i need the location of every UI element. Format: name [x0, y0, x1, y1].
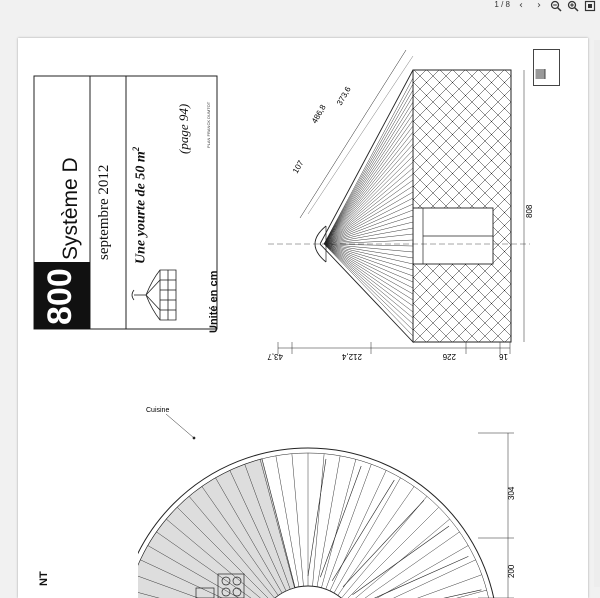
plan-heading-fragment: NT [38, 571, 50, 586]
article-subject-sup: 2 [131, 147, 141, 152]
zoom-in-icon[interactable] [566, 0, 580, 13]
page-reference: (page 94) [176, 104, 192, 154]
chevron-right-icon[interactable]: › [532, 0, 546, 13]
issue-date: septembre 2012 [96, 165, 113, 260]
page-indicator: 1 / 8 [494, 0, 510, 11]
issue-number: 800 [41, 268, 80, 325]
elevation-dim-bottom-4: 16 [499, 352, 508, 361]
viewer-toolbar [0, 0, 600, 14]
plan-credit: PLAN FRANCK DUMTOT [206, 102, 211, 148]
elevation-dim-overall: 808 [525, 204, 534, 218]
plan-dim-2: 200 [507, 564, 516, 578]
elevation-dim-bottom-3: 226 [442, 352, 456, 361]
scrollbar[interactable] [594, 40, 600, 587]
document-page [18, 38, 588, 598]
elevation-dim-top-1: 107 [291, 158, 306, 175]
elevation-dim-bottom-2: 212,4 [341, 352, 362, 361]
article-subject [131, 147, 150, 264]
yurt-floor-plan-drawing [138, 378, 528, 598]
units-label: Unité en cm [208, 271, 220, 333]
elevation-dim-top-3: 373,6 [335, 85, 353, 107]
chevron-left-icon[interactable]: ‹ [514, 0, 528, 13]
magazine-title: Système D [59, 157, 83, 260]
zoom-out-icon[interactable] [549, 0, 563, 13]
yurt-thumbnail-drawing [128, 264, 186, 326]
article-subject-main: Une yourte de 50 m [134, 151, 149, 264]
yurt-elevation-drawing [238, 38, 538, 378]
elevation-dim-bottom-1: 43,7 [267, 352, 283, 361]
plan-room-label-cuisine: Cuisine [146, 407, 169, 414]
fit-page-icon[interactable] [583, 0, 597, 13]
plan-dim-1: 304 [507, 486, 516, 500]
elevation-dim-top-2: 486,8 [310, 103, 328, 125]
